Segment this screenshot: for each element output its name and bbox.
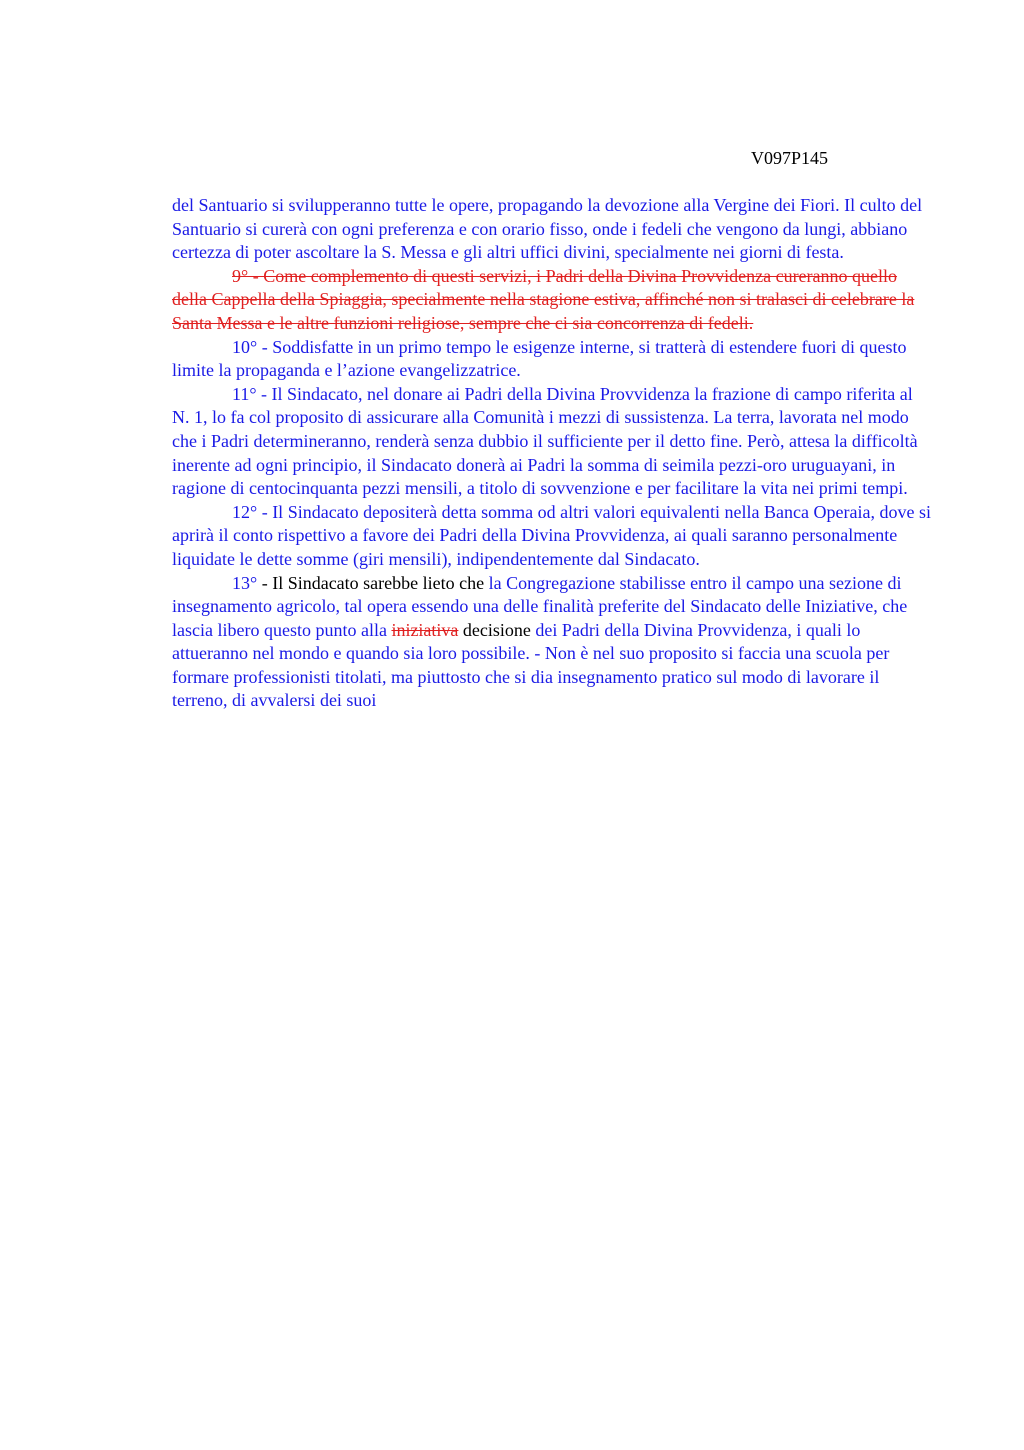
paragraph-12: 12° - Il Sindacato depositerà detta somma od altri valori equivalenti nella Banca Operaia, dove si aprirà il conto rispettivo a favore dei Padri della Divina Provvidenza, ai quali saranno personalmente liquidate le dette somme (giri mensili), indipendentemente dal Sindacato.	[172, 501, 931, 569]
paragraph-13-number: 13°	[232, 572, 258, 593]
paragraph-13-deleted-word: iniziativa	[391, 619, 459, 640]
paragraph-13-inserted-text-end: dei Padri della Divina Provvidenza, i quali lo attueranno nel mondo e quando sia loro possibile. - Non è nel suo proposito si faccia una scuola per formare professionisti titolati, ma piuttosto che si dia insegnamento pratico sul modo di lavorare il terreno, di avvalersi dei suoi	[172, 619, 890, 711]
paragraph-9-deleted: 9° - Come complemento di questi servizi, i Padri della Divina Provvidenza cureranno quello della Cappella della Spiaggia, specialmente nella stagione estiva, affinché non si tralasci di celebrare la Santa Messa e le altre funzioni religiose, sempre che ci sia concorrenza di fedeli.	[172, 265, 915, 333]
paragraph-10: 10° - Soddisfatte in un primo tempo le esigenze interne, si tratterà di estendere fuori di questo limite la propaganda e l’azione evangelizzatrice.	[172, 336, 907, 381]
paragraph-continuation: del Santuario si svilupperanno tutte le opere, propagando la devozione alla Vergine dei Fiori. Il culto del Santuario si curerà con ogni preferenza e con orario fisso, onde i fedeli che vengono da lungi, abbiano certezza di poter ascoltare la S. Messa e gli altri uffici divini, specialmente nei giorni di festa.	[172, 195, 923, 263]
paragraph-13	[172, 572, 932, 714]
paragraph-13-replacement-word: decisione	[458, 619, 531, 640]
paragraph-11: 11° - Il Sindacato, nel donare ai Padri della Divina Provvidenza la frazione di campo riferita al N. 1, lo fa col proposito di assicurare alla Comunità i mezzi di sussistenza. La terra, lavorata nel modo che i Padri determineranno, renderà senza dubbio il sufficiente per il detto fine. Però, attesa la difficoltà inerente ad ogni principio, il Sindacato donerà ai Padri la somma di seimila pezzi-oro uruguayani, in ragione di centocinquanta pezzi mensili, a titolo di sovvenzione e per facilitare la vita nei primi tempi.	[172, 383, 918, 499]
document-body	[172, 194, 932, 713]
paragraph-13-inserted-text: la Congregazione stabilisse entro il campo una sezione di insegnamento agricolo, tal opera essendo una delle finalità preferite del Sindacato delle Iniziative, che lascia libero questo punto alla	[172, 572, 908, 640]
page-id: V097P145	[751, 148, 829, 168]
paragraph-13-plain-text: - Il Sindacato sarebbe lieto che	[257, 572, 489, 593]
